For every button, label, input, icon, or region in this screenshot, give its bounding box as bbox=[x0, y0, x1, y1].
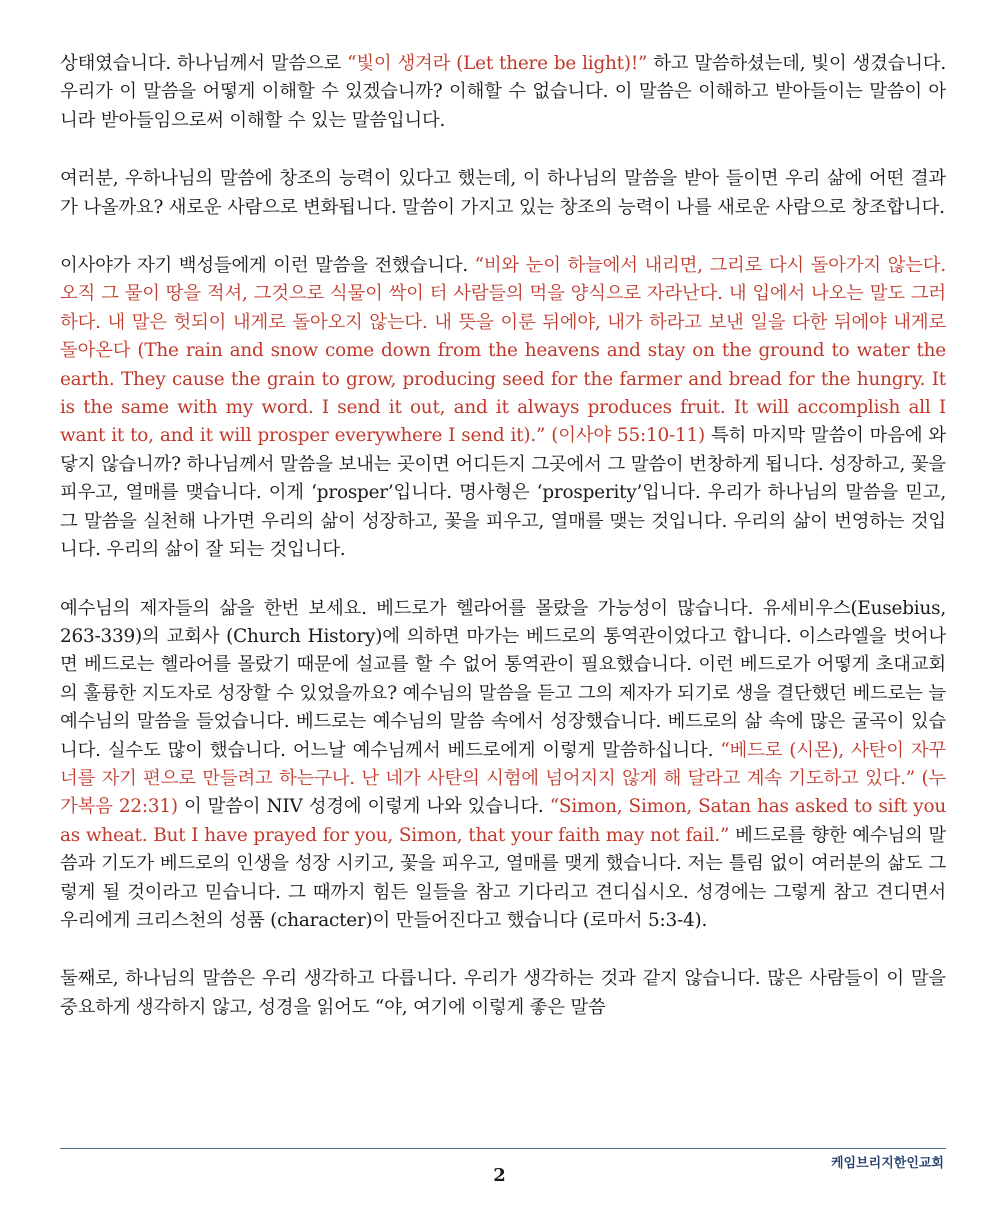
church-name: 케임브리지한인교회 bbox=[830, 1156, 944, 1171]
paragraph-3-quote-isaiah: “비와 눈이 하늘에서 내리면, 그리로 다시 돌아가지 않는다. 오직 그 물이 땅을 적셔, 그것으로 식물이 싹이 터 사람들의 먹을 양식으로 자라난다. 내 입에서 나오는 말도 그러하다. 내 말은 헛되이 내게로 돌아오지 않는다. 내 뜻을 이룬 뒤에야, 내가 하라고 보낸 일을 다한 뒤에야 내게로 돌아온다 (The rain and snow come down from the heavens and stay on the ground to water the earth. They cause the grain to grow, producing seed for the farmer and bread for the hungry. It is the same with my word. I send it out, and it always produces fruit. It will accomplish all I want it to, and it will prosper everywhere I send it).” (이사야 55:10-11) bbox=[60, 255, 946, 447]
paragraph-4-segment-3: 이 말씀이 NIV 성경에 이렇게 나와 있습니다. bbox=[177, 796, 550, 818]
paragraph-2 bbox=[60, 165, 946, 222]
paragraph-4 bbox=[60, 595, 946, 936]
footer-divider bbox=[60, 1148, 946, 1149]
paragraph-1 bbox=[60, 50, 946, 135]
paragraph-4-segment-5: 베드로를 향한 예수님의 말씀과 기도가 베드로의 인생을 성장 시키고, 꽃을 피우고, 열매를 맺게 했습니다. 저는 틀림 없이 여러분의 삶도 그렇게 될 것이라고 믿습니다. 그 때까지 힘든 일들을 참고 기다리고 견디십시오. 성경에는 그렇게 참고 견디면서 우리에게 크리스천의 성품 (character)이 만들어진다고 했습니다 (로마서 5:3-4). bbox=[60, 824, 946, 931]
paragraph-3-segment-1: 이사야가 자기 백성들에게 이런 말씀을 전했습니다. bbox=[60, 255, 475, 277]
paragraph-1-segment-3: 하고 말씀하셨는데, 빛이 생겼습니다. 우리가 이 말씀을 어떻게 이해할 수 있겠습니까? 이해할 수 없습니다. 이 말씀은 이해하고 받아들이는 말씀이 아니라 받아들임으로써 이해할 수 있는 말씀입니다. bbox=[60, 53, 946, 131]
paragraph-1-segment-1: 상태였습니다. 하나님께서 말씀으로 bbox=[60, 53, 348, 74]
paragraph-4-quote-luke-niv: “Simon, Simon, Satan has asked to sift you as wheat. But I have prayed for you, Simon, that your faith may not fail.” bbox=[60, 796, 946, 846]
paragraph-5 bbox=[60, 965, 946, 1022]
paragraph-2-segment-1: 여러분, 우하나님의 말씀에 창조의 능력이 있다고 했는데, 이 하나님의 말씀을 받아 들이면 우리 삶에 어떤 결과가 나올까요? 새로운 사람으로 변화됩니다. 말씀이 가지고 있는 창조의 능력이 나를 새로운 사람으로 창조합니다. bbox=[60, 168, 946, 218]
paragraph-4-segment-1: 예수님의 제자들의 삶을 한번 보세요. 베드로가 헬라어를 몰랐을 가능성이 많습니다. 유세비우스(Eusebius, 263-339)의 교회사 (Church History)에 의하면 마가는 베드로의 통역관이었다고 합니다. 이스라엘을 벗어나면 베드로는 헬라어를 몰랐기 때문에 설교를 할 수 없어 통역관이 필요했습니다. 이런 베드로가 어떻게 초대교회의 훌륭한 지도자로 성장할 수 있었을까요? 예수님의 말씀을 듣고 그의 제자가 되기로 생을 결단했던 베드로는 늘 예수님의 말씀을 들었습니다. 베드로는 예수님의 말씀 속에서 성장했습니다. 베드로의 삶 속에 많은 굴곡이 있습니다. 실수도 많이 했습니다. 어느날 예수님께서 베드로에게 이렇게 말씀하십니다. bbox=[60, 597, 946, 761]
paragraph-5-segment-1: 둘째로, 하나님의 말씀은 우리 생각하고 다릅니다. 우리가 생각하는 것과 같지 않습니다. 많은 사람들이 이 말을 중요하게 생각하지 않고, 성경을 읽어도 “야, 여기에 이렇게 좋은 말씀 bbox=[60, 968, 946, 1018]
paragraph-3-segment-3: 특히 마지막 말씀이 마음에 와 닿지 않습니까? 하나님께서 말씀을 보내는 곳이면 어디든지 그곳에서 그 말씀이 번창하게 됩니다. 성장하고, 꽃을 피우고, 열매를 맺습니다. 이게 ‘prosper’입니다. 명사형은 ‘prosperity’입니다. 우리가 하나님의 말씀을 믿고, 그 말씀을 실천해 나가면 우리의 삶이 성장하고, 꽃을 피우고, 열매를 맺는 것입니다. 우리의 삶이 번영하는 것입니다. 우리의 삶이 잘 되는 것입니다. bbox=[60, 425, 946, 561]
paragraph-1-quote-genesis: “빛이 생겨라 (Let there be light)!” bbox=[347, 53, 648, 74]
page-number: 2 bbox=[493, 1165, 506, 1186]
paragraph-3 bbox=[60, 252, 946, 564]
paragraph-4-quote-luke-korean: “베드로 (시몬), 사탄이 자꾸 너를 자기 편으로 만들려고 하는구나. 난 네가 사탄의 시험에 넘어지지 않게 해 달라고 계속 기도하고 있다.” (누가복음 22:31) bbox=[60, 739, 946, 818]
sermon-body bbox=[60, 50, 946, 1052]
